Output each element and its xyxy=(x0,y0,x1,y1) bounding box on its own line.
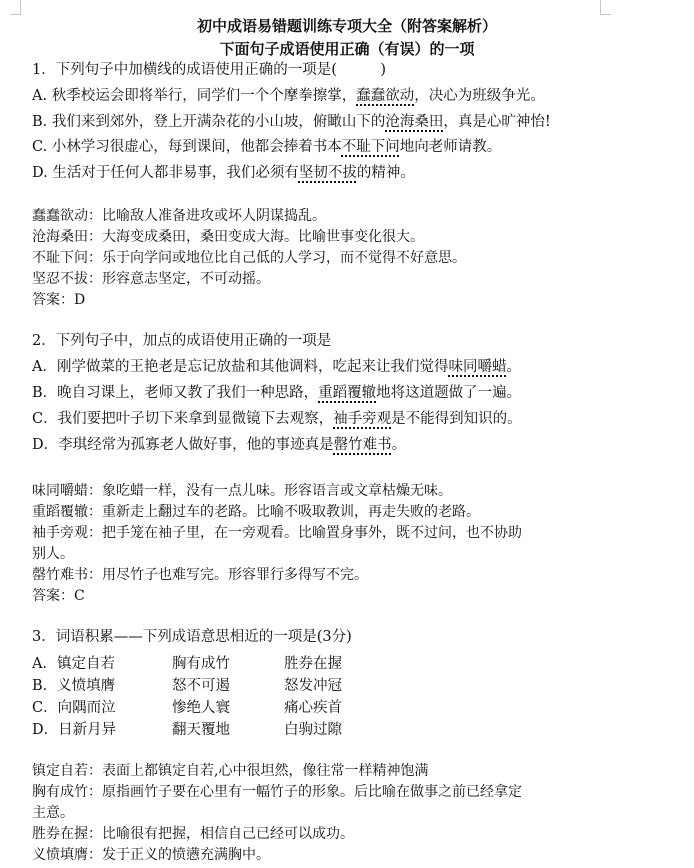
q2-option-a-idiom: 味同嚼蜡 xyxy=(448,359,507,375)
q1-option-b: B. 我们来到郊外，登上开满杂花的小山坡，俯瞰山下的沧海桑田，真是心旷神怡! xyxy=(32,114,551,130)
q3-option-row: C．向隅而泣 惨绝人寰 痛心疾首 xyxy=(32,700,342,716)
q2-definition: 罄竹难书：用尽竹子也难写完。形容罪行多得写不完。 xyxy=(32,567,368,583)
q3-option-row: A．镇定自若 胸有成竹 胜券在握 xyxy=(32,656,342,672)
q3-definition: 主意。 xyxy=(32,805,74,821)
q1-definition: 蠢蠢欲动：比喻敌人准备进攻或坏人阴谋捣乱。 xyxy=(32,208,326,224)
q2-option-c-idiom: 袖手旁观 xyxy=(333,411,392,427)
document-subtitle: 下面句子成语使用正确（有误）的一项 xyxy=(219,40,475,58)
q1-answer: 答案：D xyxy=(32,292,86,308)
q2-definition: 别人。 xyxy=(32,546,74,562)
q3-option-row: B．义愤填膺 怒不可遏 怒发冲冠 xyxy=(32,678,342,694)
q1-option-a: A. 秋季校运会即将举行，同学们一个个摩拳擦掌，蠢蠢欲动，决心为班级争光。 xyxy=(32,88,545,104)
q1-option-a-idiom: 蠢蠢欲动 xyxy=(356,88,415,104)
q3-definition: 义愤填膺：发于正义的愤懑充满胸中。 xyxy=(32,847,270,863)
q1-definition: 不耻下问：乐于向学问或地位比自己低的人学习，而不觉得不好意思。 xyxy=(32,250,466,266)
q2-option-b: B．晚自习课上，老师又教了我们一种思路，重蹈覆辙地将这道题做了一遍。 xyxy=(32,385,522,401)
q2-stem: 2．下列句子中，加点的成语使用正确的一项是 xyxy=(32,333,332,349)
q3-stem: 3．词语积累——下列成语意思相近的一项是(3分) xyxy=(32,629,352,645)
q1-definition: 沧海桑田：大海变成桑田，桑田变成大海。比喻世事变化很大。 xyxy=(32,229,424,245)
q3-option-row: D．日新月异 翻天覆地 白驹过隙 xyxy=(32,722,342,738)
page-corner-mark-left xyxy=(10,0,21,15)
q1-option-c: C. 小林学习很虚心，每到课间，他都会捧着书本不耻下问地向老师请教。 xyxy=(32,139,502,155)
q2-option-d: D．李琪经常为孤寡老人做好事，他的事迹真是罄竹难书。 xyxy=(32,437,407,453)
q2-option-d-idiom: 罄竹难书 xyxy=(333,437,392,453)
q1-stem: 1．下列句子中加横线的成语使用正确的一项是( ) xyxy=(32,62,387,78)
q1-option-c-idiom: 不耻下问 xyxy=(341,139,400,155)
q2-definition: 重蹈覆辙：重新走上翻过车的老路。比喻不吸取教训，再走失败的老路。 xyxy=(32,504,480,520)
q2-definition: 袖手旁观：把手笼在袖子里，在一旁观看。比喻置身事外，既不过问，也不协助 xyxy=(32,525,522,541)
q1-option-d-idiom: 坚韧不拔 xyxy=(298,165,357,181)
q2-definition: 味同嚼蜡：象吃蜡一样，没有一点儿味。形容语言或文章枯燥无味。 xyxy=(32,483,452,499)
document-title: 初中成语易错题训练专项大全（附答案解析） xyxy=(196,17,497,35)
q2-answer: 答案：C xyxy=(32,588,85,604)
q3-definition: 胸有成竹：原指画竹子要在心里有一幅竹子的形象。后比喻在做事之前已经拿定 xyxy=(32,784,522,800)
q3-definition: 镇定自若：表面上都镇定自若,心中很坦然，像往常一样精神饱满 xyxy=(32,763,429,779)
q2-option-c: C．我们要把叶子切下来拿到显微镜下去观察，袖手旁观是不能得到知识的。 xyxy=(32,411,522,427)
q3-definition: 胜券在握：比喻很有把握，相信自己已经可以成功。 xyxy=(32,826,354,842)
page-corner-mark-right xyxy=(600,0,611,15)
q1-option-d: D. 生活对于任何人都非易事，我们必须有坚韧不拔的精神。 xyxy=(32,165,415,181)
q2-option-b-idiom: 重蹈覆辙 xyxy=(318,385,377,401)
q1-option-b-idiom: 沧海桑田 xyxy=(385,114,444,130)
q2-option-a: A．刚学做菜的王艳老是忘记放盐和其他调料，吃起来让我们觉得味同嚼蜡。 xyxy=(32,359,521,375)
q1-definition: 坚忍不拔：形容意志坚定，不可动摇。 xyxy=(32,271,270,287)
